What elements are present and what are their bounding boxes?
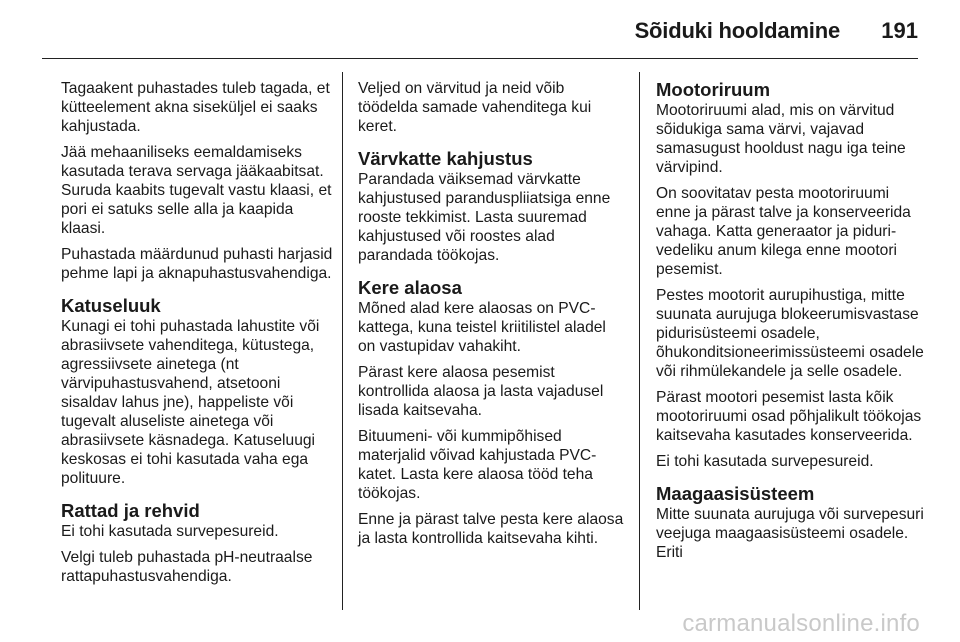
section-heading-rattad: Rattad ja rehvid [61,500,200,521]
paragraph: On soovitatav pesta mootoriruumi enne ja pärast talve ja konserveerida vahaga. Katta generaator ja pidurivedeliku anum kilega enne mootori pesemist. [656,185,911,278]
paragraph: Mootoriruumi alad, mis on värvitud sõidukiga sama värvi, vajavad samasugust hooldust nagu iga teine värvipind. [656,102,906,176]
paragraph: Enne ja pärast talve pesta kere alaosa ja lasta kontrollida kaitsevaha kihti. [358,511,624,547]
page-header [0,0,960,58]
paragraph: Mitte suunata aurujuga või survepesuri veejuga maagaasisüsteemi osadele. Eriti [656,506,924,561]
paragraph: Veljed on värvitud ja neid võib töödelda samade vahenditega kui keret. [358,80,592,135]
paragraph: Parandada väiksemad värvkatte kahjustused paranduspliiatsiga enne rooste tekkimist. Lasta suuremad kahjustused või roostes alad parandada töökojas. [358,171,611,264]
column-divider-1 [342,72,343,610]
paragraph: Velgi tuleb puhastada pH-neutraalse rattapuhastusvahendiga. [61,549,313,585]
paragraph: Ei tohi kasutada survepesureid. [656,453,874,470]
text-column-3 [656,79,924,569]
header-divider [42,58,918,59]
paragraph: Pärast kere alaosa pesemist kontrollida alaosa ja lasta vajadusel lisada kaitsevaha. [358,364,604,419]
section-heading-maagaasisusteem: Maagaasisüsteem [656,483,815,504]
paragraph: Pärast mootori pesemist lasta kõik mootoriruumi osad põhjalikult töökojas kaitsevaha kasutades konserveerida. [656,389,922,444]
paragraph: Pestes mootorit aurupihustiga, mitte suunata aurujuga blokeerumisvastase pidurisüsteemi osadele, õhukonditsioneerimissüsteemi osadele või rihmülekandele ja selle osadele. [656,287,924,380]
paragraph: Tagaakent puhastades tuleb tagada, et kütteelement akna siseküljel ei saaks kahjustada. [61,80,330,135]
column-divider-2 [639,72,640,610]
text-column-2 [358,79,626,555]
page-number: 191 [881,18,918,43]
watermark: carmanualsonline.info [682,610,920,637]
page-title: Sõiduki hooldamine [634,18,840,43]
paragraph: Puhastada määrdunud puhasti harjasid pehme lapi ja aknapuhastusvahendiga. [61,246,333,282]
paragraph: Jää mehaaniliseks eemaldamiseks kasutada terava servaga jääkaabitsat. Suruda kaabits tugevalt vastu klaasi, et pori ei satuks selle alla ja kaapida klaasi. [61,144,332,237]
paragraph: Bituumeni- või kummipõhised materjalid võivad kahjustada PVC-katet. Lasta kere alaosa tööd teha töökojas. [358,428,597,502]
section-heading-katuseluuk: Katuseluuk [61,295,161,316]
text-column-1 [61,79,333,593]
paragraph: Kunagi ei tohi puhastada lahustite või abrasiivsete vahenditega, kütustega, agressiivsete ainetega (nt värvipuhastusvahend, atsetooni sisaldav lahus jne), happeliste või tugevalt aluseliste ainetega või abrasiivsete käsnadega. Katuseluugi keskosas ei tohi kasutada vaha ega polituure. [61,318,320,487]
section-heading-mootoriruum: Mootoriruum [656,79,771,100]
section-heading-kere-alaosa: Kere alaosa [358,277,462,298]
paragraph: Ei tohi kasutada survepesureid. [61,523,279,540]
paragraph: Mõned alad kere alaosas on PVC-kattega, kuna teistel kriitilistel aladel on vastupidav vahakiht. [358,300,606,355]
section-heading-varvkatte: Värvkatte kahjustus [358,148,533,169]
